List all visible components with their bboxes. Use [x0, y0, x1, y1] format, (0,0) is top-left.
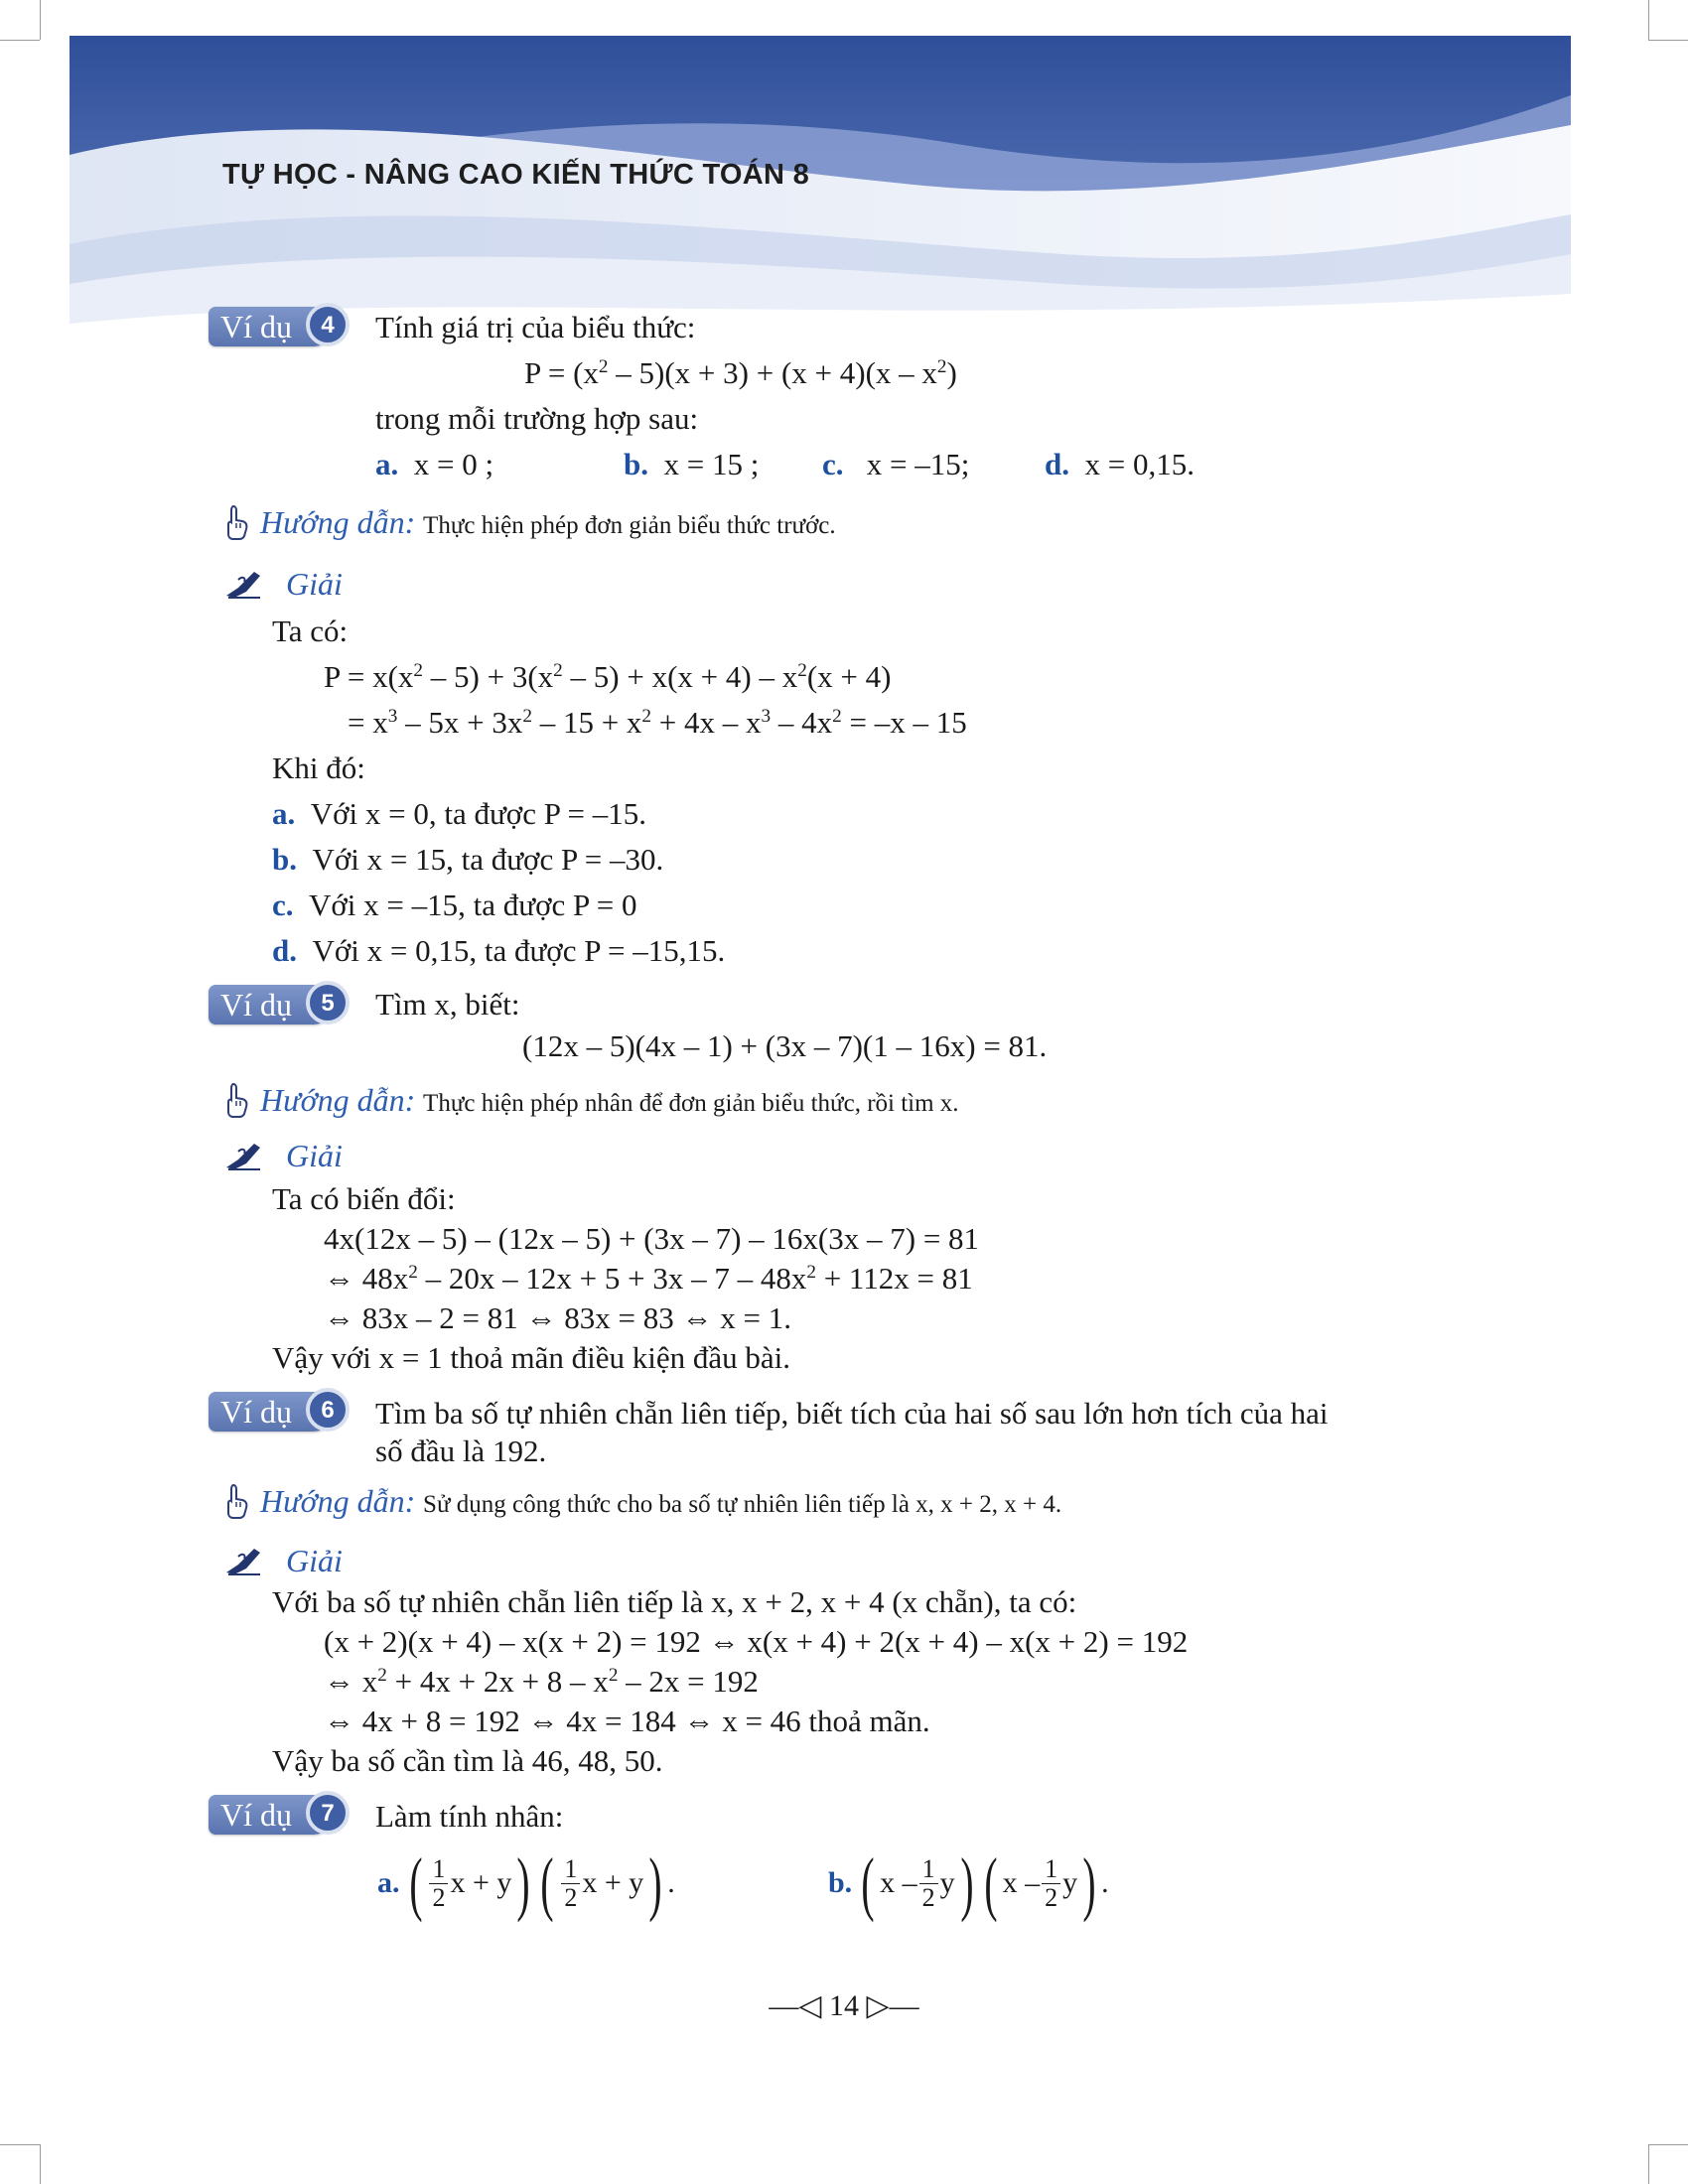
- ex5-step: 4x(12x – 5) – (12x – 5) + (3x – 7) – 16x(3x – 7) = 81: [324, 1221, 980, 1256]
- ex4-expression: $P = (x^2 - 5)(x + 3) + (x + 4)(x - x^2)$: [524, 355, 957, 390]
- ex4-hint: Hướng dẫn: Thực hiện phép đơn giản biểu thức trước.: [260, 504, 836, 540]
- example-badge: [209, 1388, 357, 1433]
- ex5-conclusion: Vậy với x = 1 thoả mãn điều kiện đầu bài.: [272, 1340, 791, 1375]
- pointing-hand-icon: [224, 1082, 250, 1118]
- badge-label: Ví dụ: [220, 987, 292, 1023]
- ex5-equation: (12x – 5)(4x – 1) + (3x – 7)(1 – 16x) = 81.: [522, 1028, 1048, 1063]
- ex5-step: ⇔ $48x^2 - 20x - 12x + 5 + 3x - 7 - 48x^2 + 112x = 81$: [324, 1261, 973, 1296]
- ex4-case: a. x = 0 ;: [375, 447, 494, 481]
- ex6-step: (x + 2)(x + 4) – x(x + 2) = 192 ⇔ x(x + 4) + 2(x + 4) – x(x + 2) = 192: [324, 1624, 1189, 1659]
- ex6-hint: Hướng dẫn: Sử dụng công thức cho ba số tự nhiên liên tiếp là x, x + 2, x + 4.: [260, 1483, 1062, 1519]
- writing-hand-icon: [224, 568, 264, 600]
- ex4-sol-line2: = $x^3 - 5x + 3x^2 - 15 + x^2 + 4x - x^3 - 4x^2 = -x - 15$: [348, 705, 967, 740]
- ex4-case: d. x = 0,15.: [1045, 447, 1195, 481]
- ex5-hint: Hướng dẫn: Thực hiện phép nhân để đơn giản biểu thức, rồi tìm x.: [260, 1082, 959, 1118]
- writing-hand-icon: [224, 1140, 264, 1171]
- ex7-part-a: a. ( $\frac{1}{2}$ x + y ) ( $\frac{1}{2}$ x + y ) .: [377, 1843, 675, 1923]
- writing-hand-icon: [224, 1545, 264, 1576]
- ex4-result: d. Với x = 0,15, ta được P = –15,15.: [272, 933, 726, 968]
- badge-number: 5: [306, 981, 350, 1024]
- ex5-sol-intro: Ta có biến đổi:: [272, 1181, 456, 1216]
- ex4-sol-line1: $P = x(x^2 - 5) + 3(x^2 - 5) + x(x + 4) - x^2(x + 4)$: [324, 659, 892, 694]
- badge-number: 7: [306, 1791, 350, 1835]
- ex4-case: c. x = –15;: [822, 447, 970, 481]
- badge-number: 6: [306, 1388, 350, 1432]
- ex4-result: a. Với x = 0, ta được P = –15.: [272, 796, 647, 831]
- example-badge: [209, 981, 357, 1026]
- ex4-cases-intro: trong mỗi trường hợp sau:: [375, 401, 699, 436]
- ex6-step: ⇔ 4x + 8 = 192 ⇔ 4x = 184 ⇔ x = 46 thoả mãn.: [324, 1704, 930, 1738]
- header-title: TỰ HỌC - NÂNG CAO KIẾN THỨC TOÁN 8: [222, 159, 810, 191]
- badge-label: Ví dụ: [220, 1394, 292, 1430]
- hint-label: Hướng dẫn:: [260, 1082, 416, 1118]
- ex5-prompt: Tìm x, biết:: [375, 987, 520, 1022]
- solution-label: Giải: [286, 1543, 343, 1578]
- solution-label: Giải: [286, 566, 343, 602]
- example-badge: [209, 1791, 357, 1837]
- ex7-prompt: Làm tính nhân:: [375, 1799, 564, 1834]
- ex4-then: Khi đó:: [272, 751, 365, 785]
- badge-number: 4: [306, 303, 350, 346]
- ex4-case: b. x = 15 ;: [624, 447, 760, 481]
- badge-label: Ví dụ: [220, 309, 292, 344]
- ex4-result: b. Với x = 15, ta được P = –30.: [272, 842, 664, 877]
- ex6-prompt: Tìm ba số tự nhiên chẵn liên tiếp, biết tích của hai số sau lớn hơn tích của hai: [375, 1396, 1329, 1431]
- ex4-sol-intro: Ta có:: [272, 614, 349, 648]
- page-number: ––◁ 14 ▷––: [769, 1989, 919, 2022]
- ex6-step: ⇔ $x^2 + 4x + 2x + 8 - x^2 - 2x = 192$: [324, 1664, 759, 1699]
- badge-label: Ví dụ: [220, 1797, 292, 1833]
- hint-label: Hướng dẫn:: [260, 1483, 416, 1519]
- solution-label: Giải: [286, 1138, 343, 1173]
- ex4-prompt: Tính giá trị của biểu thức:: [375, 310, 696, 344]
- ex4-result: c. Với x = –15, ta được P = 0: [272, 887, 637, 922]
- ex6-conclusion: Vậy ba số cần tìm là 46, 48, 50.: [272, 1743, 663, 1778]
- ex5-step: ⇔ 83x – 2 = 81 ⇔ 83x = 83 ⇔ x = 1.: [324, 1300, 791, 1335]
- pointing-hand-icon: [224, 1483, 250, 1519]
- ex7-part-b: b. ( x – $\frac{1}{2}$ y ) ( x – $\frac{1}{2}$ y ) .: [828, 1843, 1109, 1923]
- ex6-sol-intro: Với ba số tự nhiên chẵn liên tiếp là x, x + 2, x + 4 (x chẵn), ta có:: [272, 1584, 1077, 1619]
- pointing-hand-icon: [224, 504, 250, 540]
- ex6-prompt: số đầu là 192.: [375, 1433, 547, 1468]
- hint-label: Hướng dẫn:: [260, 504, 416, 540]
- example-badge: [209, 303, 357, 348]
